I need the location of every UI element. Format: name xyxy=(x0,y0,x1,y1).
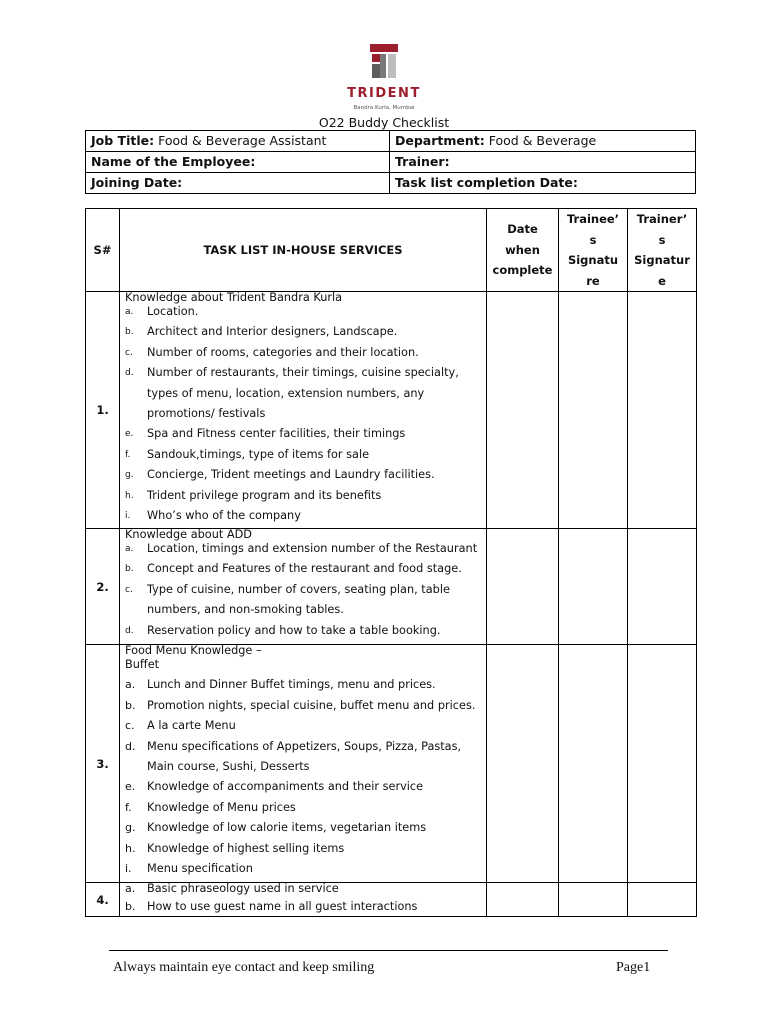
department-cell xyxy=(390,131,696,152)
list-item: d. Menu specifications of Appetizers, Soups, Pizza, Pastas, xyxy=(125,739,462,753)
list-item: a. Location, timings and extension number of the Restaurant xyxy=(125,542,478,555)
list-item: g. Concierge, Trident meetings and Laundry facilities. xyxy=(125,468,435,482)
date-complete-cell[interactable] xyxy=(487,883,559,917)
list-item: Main course, Sushi, Desserts xyxy=(147,759,310,773)
col-header-trainer-line: e xyxy=(658,273,666,288)
section-title: Knowledge about Trident Bandra Kurla xyxy=(125,291,343,304)
section-number: 2. xyxy=(86,529,120,645)
list-item: h. Trident privilege program and its benefits xyxy=(125,488,382,502)
trainee-signature-cell[interactable] xyxy=(559,292,628,529)
col-header-trainee-line: s xyxy=(589,232,597,247)
page-number: Page1 xyxy=(616,960,651,975)
col-header-trainer-line: Signatur xyxy=(634,253,690,267)
completion-date-label: Task list completion Date: xyxy=(395,175,578,190)
trainer-signature-cell[interactable] xyxy=(628,883,697,917)
trident-emblem-icon xyxy=(370,44,398,78)
list-item: i. Who’s who of the company xyxy=(125,508,301,522)
list-item: a. Basic phraseology used in service xyxy=(125,882,339,895)
date-complete-cell[interactable] xyxy=(487,645,559,883)
table-row xyxy=(86,292,697,529)
footer-motto: Always maintain eye contact and keep smiling xyxy=(113,960,375,975)
info-row xyxy=(86,173,696,194)
list-item: a. Location. xyxy=(125,305,199,318)
list-item: e. Knowledge of accompaniments and their service xyxy=(125,780,424,794)
list-item: i. Menu specification xyxy=(125,861,253,875)
employee-info-table xyxy=(85,130,696,194)
logo-brand-text: TRIDENT xyxy=(347,86,421,101)
section-title: Food Menu Knowledge – xyxy=(125,644,262,657)
trainer-signature-cell[interactable] xyxy=(628,292,697,529)
list-item: promotions/ festivals xyxy=(147,406,266,420)
section-subtitle: Buffet xyxy=(125,658,160,671)
col-header-date-line: when xyxy=(505,242,540,257)
col-header-trainee-line: Trainee’ xyxy=(566,212,620,226)
date-complete-cell[interactable] xyxy=(487,529,559,645)
col-header-date-line: complete xyxy=(492,263,553,278)
list-item: c. Type of cuisine, number of covers, seating plan, table xyxy=(125,582,450,596)
employee-name-label: Name of the Employee: xyxy=(91,154,256,169)
col-header-trainee-signature xyxy=(559,209,628,292)
section-title: Knowledge about ADD xyxy=(125,528,253,541)
list-item: h. Knowledge of highest selling items xyxy=(125,841,345,855)
list-item: c. Number of rooms, categories and their location. xyxy=(125,345,419,359)
employee-name-cell xyxy=(86,152,390,173)
list-item: e. Spa and Fitness center facilities, their timings xyxy=(125,427,406,441)
trainer-cell xyxy=(390,152,696,173)
job-title-cell xyxy=(86,131,390,152)
section-tasks xyxy=(120,529,487,645)
completion-date-cell xyxy=(390,173,696,194)
list-item: b. Architect and Interior designers, Landscape. xyxy=(125,325,398,339)
trainer-label: Trainer: xyxy=(395,154,450,169)
list-item: g. Knowledge of low calorie items, vegetarian items xyxy=(125,821,427,835)
trainer-signature-cell[interactable] xyxy=(628,645,697,883)
logo-location-text: Bandra Kurla, Mumbai xyxy=(353,105,415,111)
col-header-trainee-line: Signatu xyxy=(567,253,619,267)
list-item: types of menu, location, extension numbers, any xyxy=(147,386,425,400)
section-number: 3. xyxy=(86,645,120,883)
col-header-task: TASK LIST IN-HOUSE SERVICES xyxy=(120,209,487,292)
task-list-table xyxy=(85,208,697,917)
col-header-sno: S# xyxy=(86,209,120,292)
col-header-trainer-signature xyxy=(628,209,697,292)
list-item: f. Knowledge of Menu prices xyxy=(125,800,296,814)
document-title: O22 Buddy Checklist xyxy=(318,115,450,130)
date-complete-cell[interactable] xyxy=(487,292,559,529)
list-item: d. Reservation policy and how to take a table booking. xyxy=(125,623,441,637)
col-header-date xyxy=(487,209,559,292)
table-row xyxy=(86,883,697,917)
list-item: b. Promotion nights, special cuisine, buffet menu and prices. xyxy=(125,698,476,712)
section-tasks xyxy=(120,883,487,917)
col-header-trainer-line: Trainer’ xyxy=(636,212,688,226)
list-item: c. A la carte Menu xyxy=(125,719,236,733)
job-title-value: Food & Beverage Assistant xyxy=(158,133,327,148)
table-row xyxy=(86,529,697,645)
table-header-row xyxy=(86,209,697,292)
list-item: a. Lunch and Dinner Buffet timings, menu and prices. xyxy=(125,678,436,692)
section-tasks xyxy=(120,292,487,529)
trident-logo xyxy=(346,44,422,118)
joining-date-cell xyxy=(86,173,390,194)
joining-date-label: Joining Date: xyxy=(91,175,183,190)
trainee-signature-cell[interactable] xyxy=(559,645,628,883)
list-item: b. Concept and Features of the restaurant and food stage. xyxy=(125,562,462,576)
section-number: 4. xyxy=(86,883,120,917)
col-header-date-line: Date xyxy=(507,222,538,237)
table-row xyxy=(86,645,697,883)
info-row xyxy=(86,131,696,152)
list-item: b. How to use guest name in all guest interactions xyxy=(125,900,418,913)
list-item: f. Sandouk,timings, type of items for sale xyxy=(125,447,370,461)
section-tasks xyxy=(120,645,487,883)
department-value: Food & Beverage xyxy=(488,133,597,148)
list-item: numbers, and non-smoking tables. xyxy=(147,603,344,617)
info-row xyxy=(86,152,696,173)
job-title-label: Job Title: xyxy=(91,133,155,148)
col-header-trainer-line: s xyxy=(658,232,666,247)
department-label: Department: xyxy=(395,133,485,148)
col-header-trainee-line: re xyxy=(586,273,600,288)
trainee-signature-cell[interactable] xyxy=(559,529,628,645)
trainer-signature-cell[interactable] xyxy=(628,529,697,645)
footer-divider xyxy=(109,950,668,951)
section-number: 1. xyxy=(86,292,120,529)
list-item: d. Number of restaurants, their timings, cuisine specialty, xyxy=(125,366,459,380)
trainee-signature-cell[interactable] xyxy=(559,883,628,917)
